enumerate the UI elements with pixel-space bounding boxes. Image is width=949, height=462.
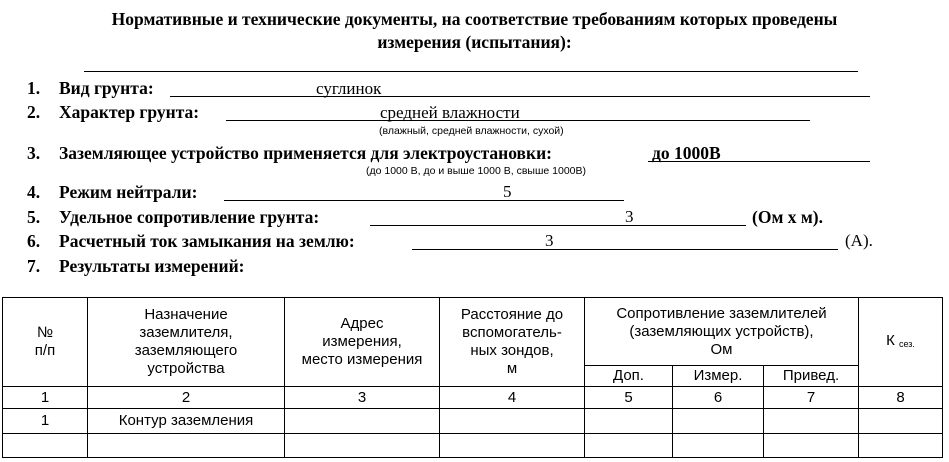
field-5-suffix: (Ом х м). bbox=[752, 207, 823, 227]
column-number: 7 bbox=[764, 387, 859, 409]
field-2-hint: (влажный, средней влажности, сухой) bbox=[379, 125, 564, 137]
field-4-number: 4. bbox=[27, 182, 41, 202]
table-cell[interactable] bbox=[440, 434, 585, 458]
field-4-value[interactable]: 5 bbox=[503, 182, 512, 201]
field-2-label: Характер грунта: bbox=[59, 102, 200, 122]
table-cell[interactable] bbox=[859, 434, 943, 458]
column-number: 3 bbox=[285, 387, 440, 409]
table-cell[interactable] bbox=[859, 409, 943, 434]
field-5-underline bbox=[370, 225, 746, 226]
column-number: 6 bbox=[673, 387, 764, 409]
header-purpose: Назначение заземлителя, заземляющего устройства bbox=[88, 298, 285, 387]
header-resistance: Сопротивление заземлителей (заземляющих устройств), Ом bbox=[585, 298, 859, 366]
header-reduced: Привед. bbox=[764, 366, 859, 387]
field-1-value[interactable]: суглинок bbox=[316, 79, 382, 98]
field-3-number: 3. bbox=[27, 143, 41, 163]
column-number: 5 bbox=[585, 387, 673, 409]
table-row bbox=[3, 434, 943, 458]
table-cell[interactable] bbox=[764, 409, 859, 434]
field-5-value[interactable]: 3 bbox=[625, 207, 634, 226]
header-measured: Измер. bbox=[673, 366, 764, 387]
table-cell[interactable] bbox=[285, 434, 440, 458]
table-cell[interactable] bbox=[673, 409, 764, 434]
table-cell[interactable]: 1 bbox=[3, 409, 88, 434]
table-cell[interactable] bbox=[3, 434, 88, 458]
results-table bbox=[2, 297, 943, 458]
column-number: 8 bbox=[859, 387, 943, 409]
field-1-underline bbox=[170, 96, 870, 97]
table-cell[interactable] bbox=[585, 409, 673, 434]
field-1-label: Вид грунта: bbox=[59, 78, 154, 98]
column-number-row bbox=[3, 387, 943, 409]
field-5-number: 5. bbox=[27, 207, 41, 227]
header-k-main: К bbox=[886, 331, 895, 349]
document-title-line2: измерения (испытания): bbox=[377, 32, 572, 52]
field-1-number: 1. bbox=[27, 78, 41, 98]
table-row bbox=[3, 409, 943, 434]
column-number: 1 bbox=[3, 387, 88, 409]
table-cell[interactable] bbox=[585, 434, 673, 458]
field-2-number: 2. bbox=[27, 102, 41, 122]
field-5-label: Удельное сопротивление грунта: bbox=[59, 207, 320, 227]
header-distance: Расстояние до вспомогатель- ных зондов, м bbox=[440, 298, 585, 387]
header-num: № п/п bbox=[3, 298, 88, 387]
field-4-underline bbox=[224, 200, 624, 201]
column-number: 4 bbox=[440, 387, 585, 409]
field-7-number: 7. bbox=[27, 256, 41, 276]
field-6-label: Расчетный ток замыкания на землю: bbox=[59, 231, 355, 251]
header-k-sub: сез. bbox=[898, 338, 915, 349]
document-title-line1: Нормативные и технические документы, на соответствие требованиям которых проведены bbox=[111, 9, 838, 29]
table-cell[interactable] bbox=[673, 434, 764, 458]
underline-blank bbox=[84, 71, 858, 72]
field-2-value[interactable]: средней влажности bbox=[380, 103, 520, 122]
table-cell[interactable] bbox=[440, 409, 585, 434]
header-k bbox=[859, 298, 943, 387]
field-3-hint: (до 1000 В, до и выше 1000 В, свыше 1000В) bbox=[366, 165, 586, 177]
column-number: 2 bbox=[88, 387, 285, 409]
header-allowed: Доп. bbox=[585, 366, 673, 387]
field-6-number: 6. bbox=[27, 231, 41, 251]
table-cell[interactable] bbox=[88, 434, 285, 458]
table-cell[interactable] bbox=[285, 409, 440, 434]
field-4-label: Режим нейтрали: bbox=[59, 182, 198, 202]
table-cell[interactable] bbox=[764, 434, 859, 458]
field-3-label: Заземляющее устройство применяется для электроустановки: bbox=[59, 143, 552, 163]
header-address: Адрес измерения, место измерения bbox=[285, 298, 440, 387]
field-7-label: Результаты измерений: bbox=[59, 256, 245, 276]
table-cell[interactable]: Контур заземления bbox=[88, 409, 285, 434]
field-6-underline bbox=[412, 249, 838, 250]
field-3-value[interactable]: до 1000В bbox=[652, 143, 721, 163]
field-6-suffix: (А). bbox=[845, 231, 873, 250]
field-6-value[interactable]: 3 bbox=[545, 231, 554, 250]
